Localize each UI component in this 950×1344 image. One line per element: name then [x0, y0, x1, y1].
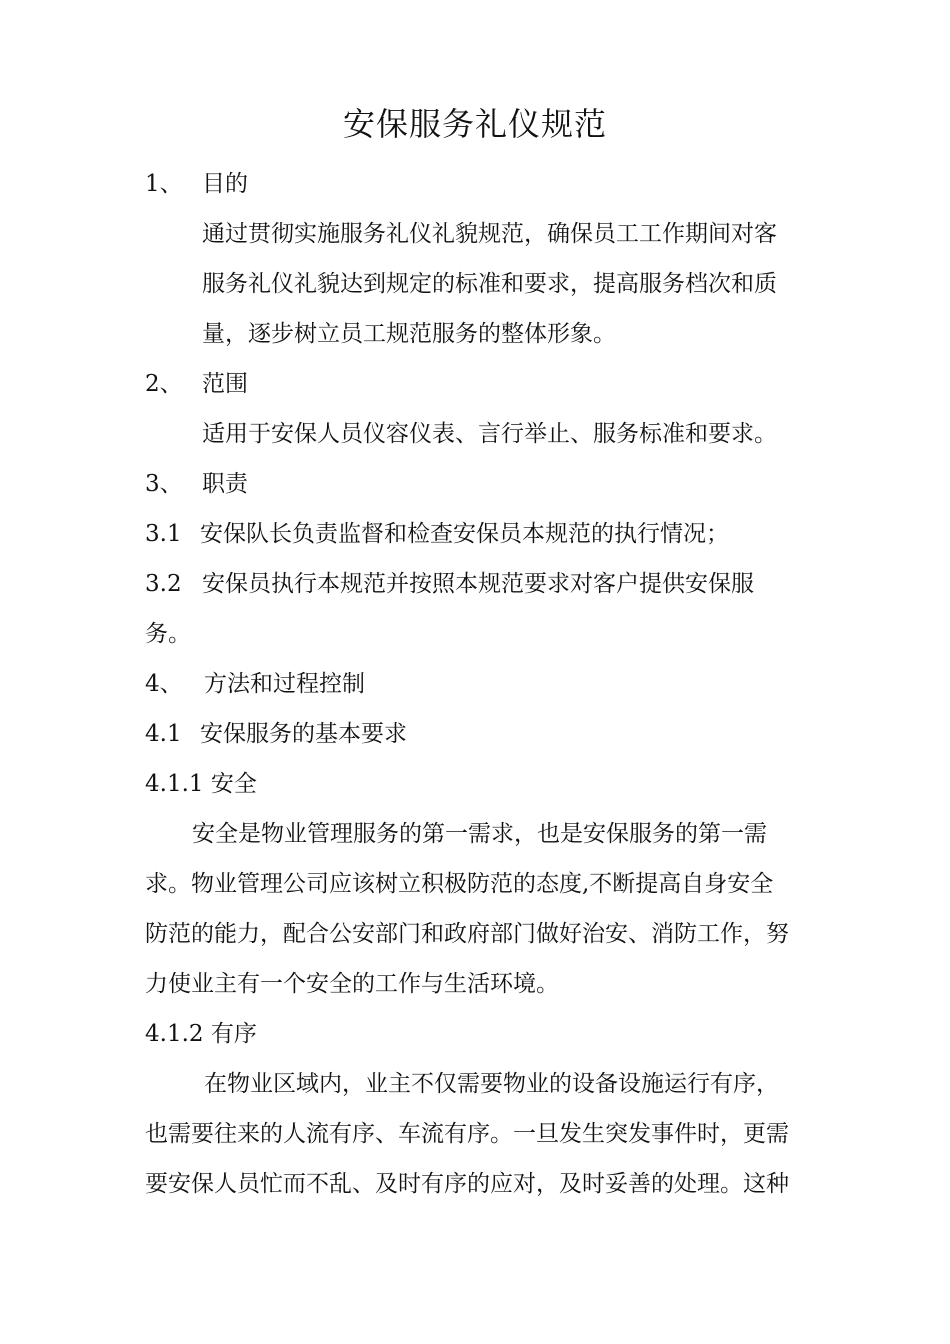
subsection-number: 3.1	[145, 521, 182, 547]
subsection-text: 安保员执行本规范并按照本规范要求对客户提供安保服	[202, 571, 754, 597]
section-title: 方法和过程控制	[204, 671, 365, 697]
document-page: 安保服务礼仪规范 1、 目的 通过贯彻实施服务礼仪礼貌规范，确保员工工作期间对客 服务礼仪礼貌达到规定的标准和要求，提高服务档次和质 量，逐步树立员工规范服务的整体形象。 2、 范围 适用于安保人员仪容仪表、言行举止、服务标准和要求。 3、 职责 3.1 安保队长负责监督和检查安保员本规范的执行情况； 3.2 安保员执行本规范并按照本规范要求对客户提供安保服 务。 4、 方法和过程控制 4.1 安保服务的基本要求 4.1.1 安全 安全是物业管理服务的第一需求，也是安保服务的第一需 求。物业管理公司应该树立积极防范的态度,不断提高自身安全 防范的能力，配合公安部门和政府部门做好治安、消防工作，努 力使业主有一个安全的工作与生活环境。 4.1.2 有序 在物业区域内，业主不仅需要物业的设备设施运行有序， 也需要往来的人流有序、车流有序。一旦发生突发事件时，更需 要安保人员忙而不乱、及时有序的应对，及时妥善的处理。这种	[0, 0, 950, 1344]
subsection-number: 4.1	[145, 721, 182, 747]
subsection-text: 安保队长负责监督和检查安保员本规范的执行情况；	[200, 521, 729, 547]
page-title: 安保服务礼仪规范	[342, 105, 607, 143]
section-title: 范围	[202, 371, 248, 397]
section-number: 2、	[145, 371, 183, 397]
section-number: 4、	[145, 671, 183, 697]
section-number: 3、	[145, 471, 183, 497]
section-title: 目的	[202, 171, 248, 197]
section-title: 职责	[202, 471, 248, 497]
section-number: 1、	[145, 171, 183, 197]
subsection-number: 3.2	[145, 571, 182, 597]
subsection-text: 安保服务的基本要求	[200, 721, 407, 747]
